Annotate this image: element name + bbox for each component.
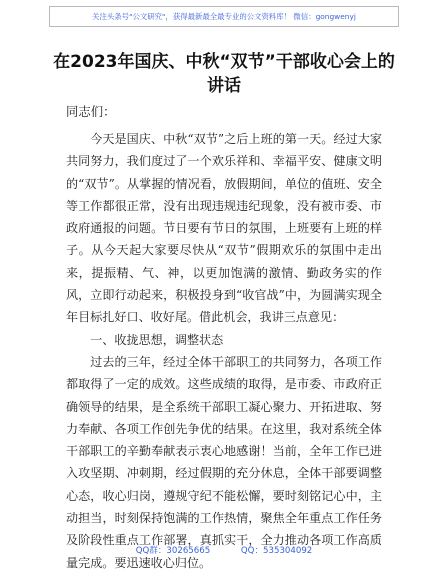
title-line-2: 讲话 xyxy=(207,76,241,96)
promo-banner: 关注头条号"公文研究"，获得最新最全最专业的公文资料库！ 微信：gongwenyj xyxy=(49,6,399,27)
qq-group-text: QQ群：30265665 xyxy=(135,546,211,556)
page-title xyxy=(40,50,408,98)
document-body xyxy=(66,128,382,574)
salutation: 同志们： xyxy=(66,104,116,119)
section-heading: 一、收拢思想，调整状态 xyxy=(90,332,224,347)
footer-contact xyxy=(0,544,448,556)
qq-text: QQ：535304092 xyxy=(240,546,313,556)
title-line-1: 在2023年国庆、中秋“双节”干部收心会上的 xyxy=(53,52,395,72)
intro-paragraph: 今天是国庆、中秋“双节”之后上班的第一天。经过大家共同努力，我们度过了一个欢乐祥和、幸福平安、健康文明的“双节”。从掌握的情况看，放假期间，单位的值班、安全等工作都很正常，没有出现违规违纪现象，没有被市委、市政府通报的问题。节日要有节日的氛围，上班要有上班的样子。从今天起大家要尽快从“双节”假期欢乐的氛围中走出来，提振精、气、神，以更加饱满的激情、勤政务实的作风，立即行动起来，积极投身到“收官战”中，为圆满实现全年目标扎好口、收好尾。借此机会，我讲三点意见： xyxy=(66,132,382,325)
section-paragraph: 过去的三年，经过全体干部职工的共同努力，各项工作都取得了一定的成效。这些成绩的取得，是市委、市政府正确领导的结果，是全系统干部职工凝心聚力、开拓进取、努力奉献、各项工作创先争优的结果。在这里，我对系统全体干部职工的辛勤奉献表示衷心地感谢！当前，全年工作已进入攻坚期、冲刺期，经过假期的充分休息，全体干部要调整心态，收心归岗，遵规守纪不能松懈，要时刻铭记心中，主动担当，时刻保持饱满的工作热情，聚焦全年重点工作任务及阶段性重点工作部署，真抓实干，全力推动各项工作高质量完成。要迅速收心归位。 xyxy=(66,354,382,570)
